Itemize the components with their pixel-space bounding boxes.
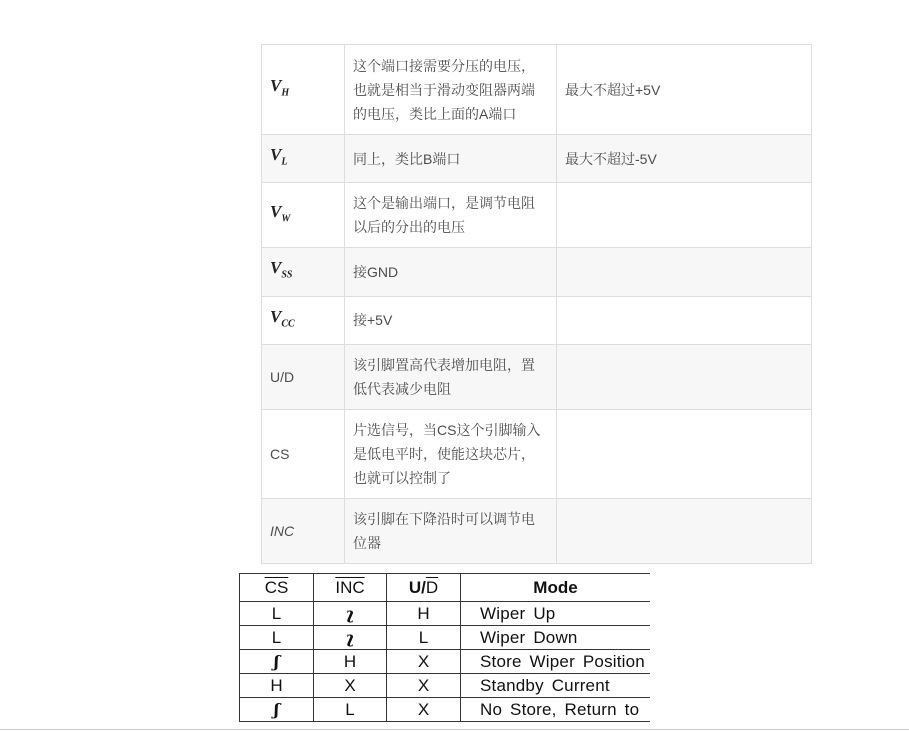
pin-description: 这个端口接需要分压的电压，也就是相当于滑动变阻器两端的电压，类比上面的A端口: [345, 45, 557, 135]
falling-edge-icon: ʅ: [314, 626, 387, 650]
pin-symbol: $V_L$: [262, 135, 345, 183]
pin-description: 该引脚置高代表增加电阻，置低代表减少电阻: [345, 345, 557, 410]
cell-cs: L: [240, 602, 314, 626]
cell-mode: No Store, Return to: [461, 698, 651, 722]
table-row: [262, 248, 812, 296]
page-divider: [0, 729, 909, 730]
cell-inc: X: [314, 674, 387, 698]
pin-symbol: $V_{CC}$: [262, 296, 345, 344]
table-row: [262, 410, 812, 499]
table-row: [262, 499, 812, 564]
cell-mode: Wiper Down: [461, 626, 651, 650]
pin-note: [557, 345, 812, 410]
table-row: [240, 602, 651, 626]
pin-note: [557, 183, 812, 248]
header-cs: $\overline{CS}$: [240, 574, 314, 602]
falling-edge-icon: ʅ: [314, 602, 387, 626]
pin-note: [557, 248, 812, 296]
cell-ud: H: [387, 602, 461, 626]
truth-table: [239, 573, 650, 722]
pin-note: [557, 499, 812, 564]
cell-inc: L: [314, 698, 387, 722]
table-row: [240, 626, 651, 650]
table-row: [240, 674, 651, 698]
pin-description-table: [261, 44, 812, 564]
pin-note: 最大不超过-5V: [557, 135, 812, 183]
cell-ud: L: [387, 626, 461, 650]
pin-description: 同上，类比B端口: [345, 135, 557, 183]
pin-description: 接+5V: [345, 296, 557, 344]
pin-note: [557, 410, 812, 499]
rising-edge-icon: ʃ: [240, 698, 314, 722]
pin-description: 片选信号，当CS这个引脚输入是低电平时，使能这块芯片，也就可以控制了: [345, 410, 557, 499]
pin-symbol: INC: [262, 499, 345, 564]
rising-edge-icon: ʃ: [240, 650, 314, 674]
truth-table-image: [239, 573, 650, 731]
header-inc: $\overline{INC}$: [314, 574, 387, 602]
cell-mode: Wiper Up: [461, 602, 651, 626]
cell-mode: Standby Current: [461, 674, 651, 698]
header-mode: Mode: [461, 574, 651, 602]
table-row: [262, 345, 812, 410]
table-row: [262, 296, 812, 344]
pin-note: 最大不超过+5V: [557, 45, 812, 135]
cell-ud: X: [387, 698, 461, 722]
cell-inc: H: [314, 650, 387, 674]
pin-symbol: $V_H$: [262, 45, 345, 135]
table-row: [240, 650, 651, 674]
table-row: [240, 698, 651, 722]
pin-symbol: $V_W$: [262, 183, 345, 248]
cell-cs: L: [240, 626, 314, 650]
pin-symbol: U/D: [262, 345, 345, 410]
cell-ud: X: [387, 674, 461, 698]
truth-table-header-row: [240, 574, 651, 602]
pin-description: 接GND: [345, 248, 557, 296]
pin-symbol: CS: [262, 410, 345, 499]
table-row: [262, 183, 812, 248]
cell-mode: Store Wiper Position: [461, 650, 651, 674]
pin-description: 该引脚在下降沿时可以调节电位器: [345, 499, 557, 564]
cell-ud: X: [387, 650, 461, 674]
table-row: [262, 135, 812, 183]
pin-description: 这个是输出端口，是调节电阻以后的分出的电压: [345, 183, 557, 248]
cell-cs: H: [240, 674, 314, 698]
pin-note: [557, 296, 812, 344]
header-ud: $U/\overline{D}$: [387, 574, 461, 602]
table-row: [262, 45, 812, 135]
pin-symbol: $V_{SS}$: [262, 248, 345, 296]
